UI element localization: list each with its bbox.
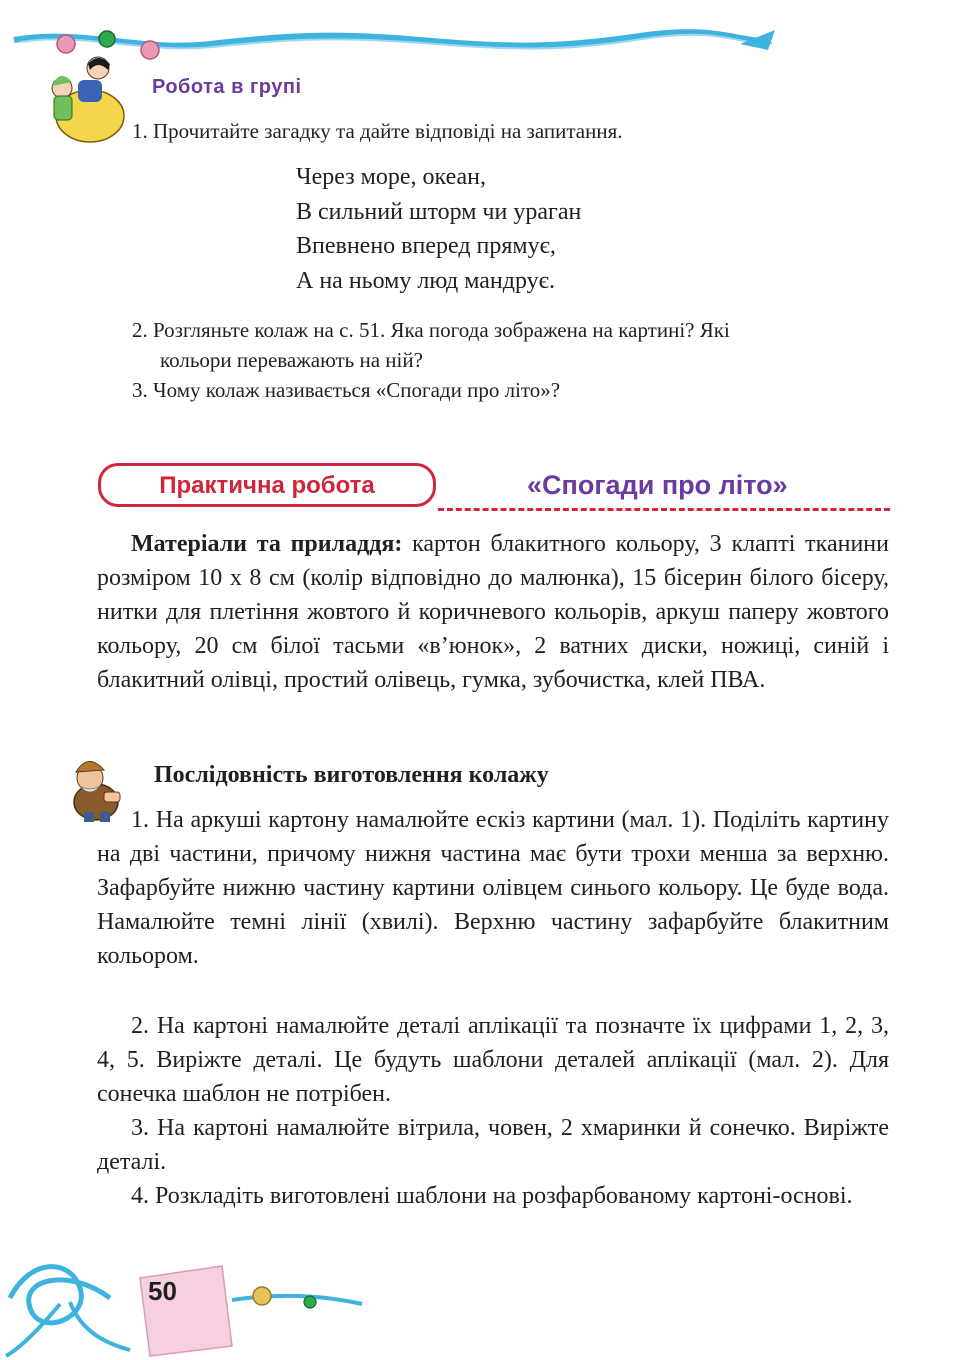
riddle-line: Через море, океан, <box>296 164 487 190</box>
step-4: 4. Розкладіть виготовлені шаблони на розфарбованому картоні-основі. <box>131 1183 853 1209</box>
step-1: 1. На аркуші картону намалюйте ескіз картини (мал. 1). Поділіть картину на дві частини, причому нижня частина має бути трохи менша за верхню. Зафарбуйте нижню частину картини олівцем синього кольору. Це буде вода. Намалюйте темні лінії (хвилі). Верхню частину зафарбуйте блакитним кольором. <box>97 807 889 969</box>
practical-work-title: «Спогади про літо» <box>527 470 788 500</box>
bead-gold-icon <box>253 1287 271 1305</box>
bead-green-icon <box>99 31 115 47</box>
materials-text: картон блакитного кольору, 3 клапті тканини розміром 10 х 8 см (колір відповідно до малюнка), 15 бісерин білого бісеру, нитки для плетіння жовтого й коричневого кольорів, аркуш паперу жовтого кольору, 20 см білої тасьми «в’юнок», 2 ватних диски, ножиці, синій і блакитний олівці, простий олівець, гумка, зубочистка, клей ПВА. <box>97 531 889 693</box>
bottom-ribbon-decoration <box>0 1238 380 1360</box>
riddle-poem <box>296 160 581 298</box>
bead-green-icon <box>304 1296 316 1308</box>
step-2: 2. На картоні намалюйте деталі аплікації та позначте їх цифрами 1, 2, 3, 4, 5. Виріжте деталі. Це будуть шаблони деталей аплікації (мал. 2). Для сонечка шаблон не потрібен. <box>97 1013 889 1107</box>
page-number: 50 <box>148 1276 177 1306</box>
question-1: 1. Прочитайте загадку та дайте відповіді на запитання. <box>132 119 623 143</box>
practical-work-badge: Практична робота <box>98 463 436 507</box>
group-work-heading: Робота в групі <box>152 76 302 98</box>
materials-paragraph <box>97 527 889 697</box>
question-2-line-2: кольори переважають на ній? <box>160 348 423 372</box>
riddle-line: А на ньому люд мандрує. <box>296 267 555 294</box>
riddle-line: В сильний шторм чи ураган <box>296 198 582 225</box>
sequence-heading: Послідовність виготовлення колажу <box>154 762 549 788</box>
question-2-line-1: 2. Розгляньте колаж на с. 51. Яка погода зображена на картині? Які <box>132 318 730 342</box>
materials-label: Матеріали та приладдя: <box>131 531 403 557</box>
dashed-divider <box>438 508 890 511</box>
question-2 <box>132 315 890 375</box>
riddle-line: Впевнено вперед прямує, <box>296 233 556 259</box>
snow-white-illustration <box>38 46 138 146</box>
top-ribbon-decoration <box>0 0 963 80</box>
question-3: 3. Чому колаж називається «Спогади про літо»? <box>132 378 561 402</box>
step-3: 3. На картоні намалюйте вітрила, човен, 2 хмаринки й сонечко. Виріжте деталі. <box>97 1115 889 1175</box>
bead-pink-icon <box>141 41 159 59</box>
